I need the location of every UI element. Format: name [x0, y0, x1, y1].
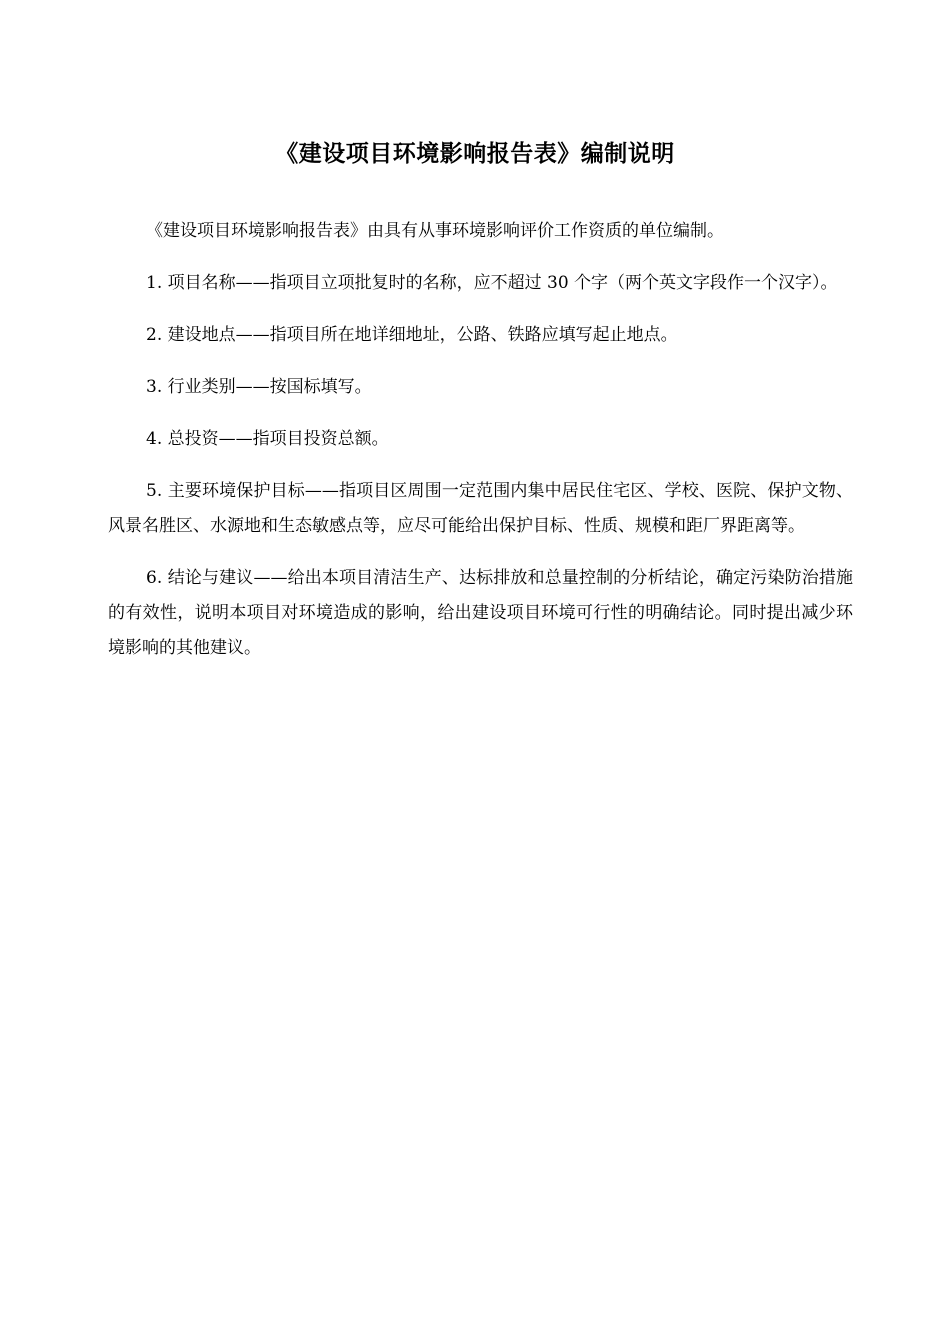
paragraph-item-3: 3. 行业类别——按国标填写。	[146, 377, 372, 397]
paragraph-item-4: 4. 总投资——指项目投资总额。	[146, 429, 389, 449]
paragraph-item-1: 1. 项目名称——指项目立项批复时的名称，应不超过 30 个字（两个英文字段作一个汉字）。	[146, 273, 838, 293]
document-title: 《建设项目环境影响报告表》编制说明	[275, 140, 675, 167]
paragraph-item-5: 5. 主要环境保护目标——指项目区周围一定范围内集中居民住宅区、学校、医院、保护文物、风景名胜区、水源地和生态敏感点等，应尽可能给出保护目标、性质、规模和距厂界距离等。	[108, 481, 853, 536]
document-body	[108, 214, 853, 683]
paragraph-intro: 《建设项目环境影响报告表》由具有从事环境影响评价工作资质的单位编制。	[146, 221, 724, 241]
paragraph-item-2: 2. 建设地点——指项目所在地详细地址，公路、铁路应填写起止地点。	[146, 325, 678, 345]
paragraph-item-6: 6. 结论与建议——给出本项目清洁生产、达标排放和总量控制的分析结论，确定污染防治措施的有效性，说明本项目对环境造成的影响，给出建设项目环境可行性的明确结论。同时提出减少环境影响的其他建议。	[108, 568, 853, 658]
